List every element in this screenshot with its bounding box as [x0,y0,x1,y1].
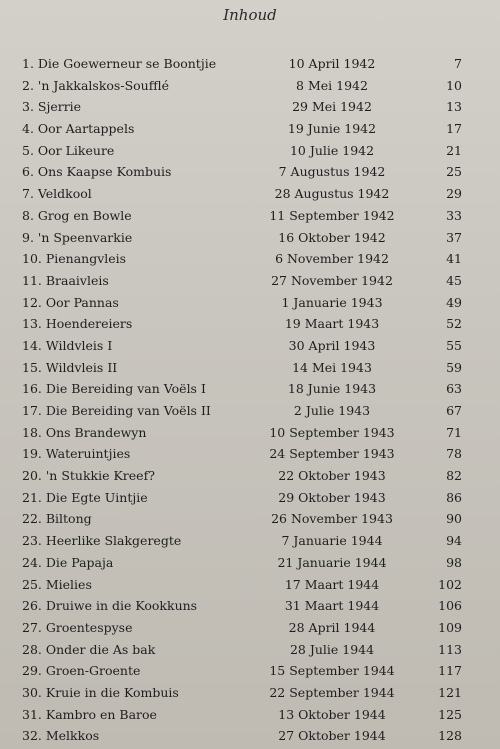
toc-entry [0,357,500,379]
toc-entry [0,725,500,747]
toc-entry-title: 8. Grog en Bowle [22,207,132,223]
toc-entry-page-number: 82 [446,468,462,484]
toc-entry-title: 25. Mielies [22,576,92,592]
toc-entry-date: 24 September 1943 [269,446,395,462]
toc-entry-page-number: 117 [438,663,462,679]
toc-entry [0,140,500,162]
toc-entry-date: 14 Mei 1943 [292,359,372,375]
toc-entry [0,574,500,596]
toc-entry [0,161,500,183]
toc-entry-title: 21. Die Egte Uintjie [22,489,148,505]
toc-entry [0,639,500,661]
toc-entry-title: 24. Die Papaja [22,554,114,570]
toc-entry-page-number: 94 [446,533,462,549]
toc-entry-title: 30. Kruie in die Kombuis [22,684,179,700]
toc-entry-title: 29. Groen-Groente [22,663,141,679]
toc-entry-page-number: 7 [454,56,462,71]
toc-entry [0,205,500,227]
toc-entry-date: 10 September 1943 [269,424,395,440]
toc-entry-date: 31 Maart 1944 [284,598,380,614]
toc-entry-page-number: 45 [446,272,462,288]
toc-entry-title: 1. Die Goewerneur se Boontjie [22,56,217,71]
toc-entry-page-number: 106 [438,598,462,614]
toc-entry-title: 13. Hoendereiers [22,316,133,332]
toc-entry-page-number: 125 [438,706,462,722]
toc-entry-title: 26. Druiwe in die Kookkuns [22,598,198,614]
toc-entry-date: 7 Januarie 1944 [281,533,383,549]
toc-entry-date: 11 September 1942 [269,207,395,223]
toc-entry [0,335,500,357]
toc-entry-title: 7. Veldkool [22,186,92,202]
toc-entry-page-number: 37 [446,229,462,245]
toc-entry [0,75,500,97]
toc-entry-date: 17 Maart 1944 [284,576,380,592]
toc-entry [0,443,500,465]
toc-entry [0,422,500,444]
toc-entry-title: 28. Onder die As bak [22,641,156,657]
toc-entry-page-number: 49 [446,294,462,310]
toc-entry-page-number: 113 [438,641,462,657]
toc-entry [0,292,500,314]
toc-entry-page-number: 102 [438,576,462,592]
toc-entry-title: 2. 'n Jakkalskos-Soufflé [22,77,169,93]
toc-entry [0,552,500,574]
toc-entry [0,227,500,249]
toc-entry [0,53,500,75]
toc-entry [0,682,500,704]
toc-entry [0,118,500,140]
toc-entry-title: 16. Die Bereiding van Voëls I [22,381,206,397]
toc-entry-title: 20. 'n Stukkie Kreef? [22,468,155,484]
toc-entry-date: 29 Oktober 1943 [278,489,386,505]
toc-entry-title: 3. Sjerrie [22,99,82,115]
toc-entry [0,400,500,422]
toc-entry-page-number: 33 [446,207,462,223]
toc-entry-date: 19 Junie 1942 [287,121,377,137]
toc-entry-title: 14. Wildvleis I [22,337,113,353]
toc-entry-page-number: 78 [446,446,462,462]
toc-entry-date: 1 Januarie 1943 [281,294,383,310]
toc-entry [0,313,500,335]
toc-entry-date: 28 Augustus 1942 [274,186,390,202]
toc-entry [0,270,500,292]
toc-entry-date: 27 November 1942 [271,272,393,288]
toc-entry-page-number: 90 [446,511,462,527]
toc-entry-date: 2 Julie 1943 [293,403,371,418]
toc-entry-page-number: 17 [446,121,462,137]
toc-entry-page-number: 55 [446,337,462,353]
toc-entry-date: 8 Mei 1942 [296,77,368,93]
toc-entry-title: 4. Oor Aartappels [22,121,135,137]
toc-entry-title: 32. Melkkos [22,728,100,744]
toc-entry-page-number: 10 [446,77,462,93]
toc-entry-page-number: 63 [446,381,462,397]
toc-entry-date: 13 Oktober 1944 [278,706,386,722]
toc-entry-page-number: 67 [446,403,462,418]
toc-entry-date: 18 Junie 1943 [287,381,377,397]
toc-entry [0,595,500,617]
toc-entry [0,378,500,400]
toc-entry-date: 6 November 1942 [275,251,389,267]
toc-entry [0,530,500,552]
toc-entry-date: 7 Augustus 1942 [278,164,386,180]
toc-entry-title: 11. Braaivleis [22,272,109,288]
toc-entry [0,183,500,205]
toc-entry-date: 22 September 1944 [269,684,395,700]
toc-entry-title: 22. Biltong [22,511,92,527]
toc-entry-title: 15. Wildvleis II [22,359,118,375]
toc-entry-date: 16 Oktober 1942 [278,229,386,245]
toc-entry-page-number: 29 [446,186,462,202]
toc-entry-date: 15 September 1944 [269,663,395,679]
toc-entry [0,704,500,726]
toc-entry-title: 18. Ons Brandewyn [22,424,147,440]
toc-entry-page-number: 109 [438,619,462,635]
toc-entry [0,617,500,639]
toc-entry-title: 10. Pienangvleis [22,251,127,267]
toc-entry-title: 17. Die Bereiding van Voëls II [22,403,211,418]
toc-entry [0,248,500,270]
toc-entry-page-number: 121 [438,684,462,700]
toc-entry [0,660,500,682]
toc-entry-page-number: 52 [446,316,462,332]
toc-entry [0,508,500,530]
toc-entry-date: 26 November 1943 [271,511,393,527]
toc-entry-date: 29 Mei 1942 [292,99,372,115]
toc-entry [0,465,500,487]
table-of-contents [0,53,500,747]
toc-entry-page-number: 41 [446,251,462,267]
toc-entry-title: 23. Heerlike Slakgeregte [22,533,182,549]
toc-entry-title: 9. 'n Speenvarkie [22,229,133,245]
toc-entry-date: 19 Maart 1943 [284,316,380,332]
toc-entry-page-number: 98 [446,554,462,570]
toc-entry-date: 22 Oktober 1943 [278,468,386,484]
toc-entry-date: 30 April 1943 [288,337,376,353]
toc-entry-date: 27 Oktober 1944 [278,728,386,744]
toc-entry-title: 31. Kambro en Baroe [22,706,157,722]
toc-entry-title: 12. Oor Pannas [22,294,119,310]
toc-entry [0,96,500,118]
toc-entry-page-number: 86 [446,489,462,505]
toc-entry-title: 19. Wateruintjies [22,446,131,462]
toc-entry-title: 6. Ons Kaapse Kombuis [22,164,172,180]
toc-entry-page-number: 21 [446,142,462,158]
toc-entry-date: 28 Julie 1944 [289,641,375,657]
toc-entry-title: 27. Groentespyse [22,619,133,635]
toc-entry-date: 28 April 1944 [288,619,376,635]
toc-entry-page-number: 59 [446,359,462,375]
toc-entry-page-number: 71 [446,424,462,440]
toc-entry-page-number: 25 [446,164,462,180]
toc-entry-page-number: 128 [438,728,462,744]
toc-entry-date: 10 Julie 1942 [289,142,375,158]
toc-entry-page-number: 13 [446,99,462,115]
page-title: Inhoud [223,6,277,24]
toc-entry-title: 5. Oor Likeure [22,142,115,158]
toc-entry-date: 21 Januarie 1944 [277,554,387,570]
toc-entry-date: 10 April 1942 [288,56,376,71]
toc-entry [0,487,500,509]
